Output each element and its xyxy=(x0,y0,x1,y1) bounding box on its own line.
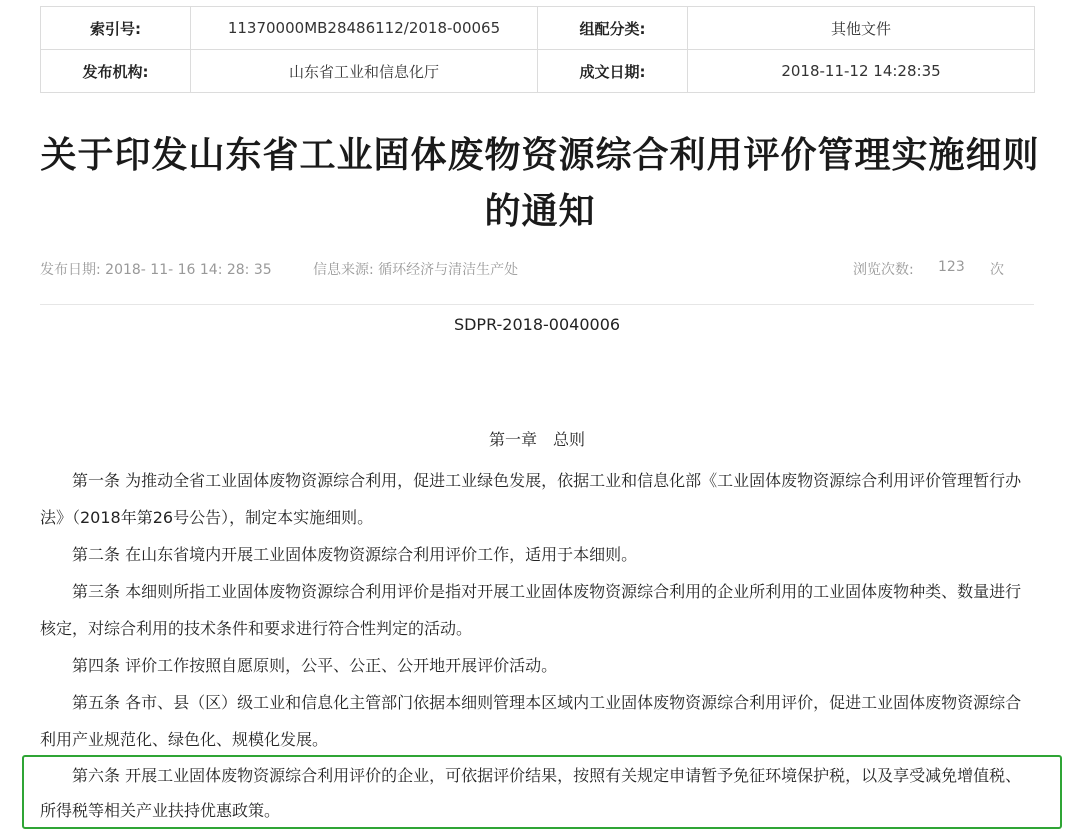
views-unit: 次 xyxy=(990,262,1004,278)
issue-date-label: 成文日期: xyxy=(538,50,688,93)
page-title: 关于印发山东省工业固体废物资源综合利用评价管理实施细则的通知 xyxy=(40,135,1040,232)
publisher-value: 山东省工业和信息化厅 xyxy=(191,50,538,93)
article-5: 第五条 各市、县（区）级工业和信息化主管部门依据本细则管理本区域内工业固体废物资源综合利用评价，促进工业固体废物资源综合利用产业规范化、绿色化、规模化发展。 xyxy=(40,693,1022,749)
document-body xyxy=(40,426,1034,828)
publisher-label: 发布机构: xyxy=(41,50,191,93)
article-2: 第二条 在山东省境内开展工业固体废物资源综合利用评价工作，适用于本细则。 xyxy=(72,545,638,564)
index-number-label: 索引号: xyxy=(41,7,191,50)
publication-info-bar xyxy=(40,257,1034,281)
metadata-row xyxy=(41,50,1035,93)
document-number: SDPR-2018-0040006 xyxy=(453,315,621,334)
category-value: 其他文件 xyxy=(688,7,1035,50)
views-count: 123 xyxy=(938,259,965,275)
views-label: 浏览次数: xyxy=(853,262,914,278)
issue-date-value: 2018-11-12 14:28:35 xyxy=(688,50,1035,93)
article-1: 第一条 为推动全省工业固体废物资源综合利用，促进工业绿色发展，依据工业和信息化部《工业固体废物资源综合利用评价管理暂行办法》（2018年第26号公告），制定本实施细则。 xyxy=(40,471,1022,527)
document-metadata-table xyxy=(40,6,1035,93)
article-3: 第三条 本细则所指工业固体废物资源综合利用评价是指对开展工业固体废物资源综合利用的企业所利用的工业固体废物种类、数量进行核定，对综合利用的技术条件和要求进行符合性判定的活动。 xyxy=(40,582,1022,638)
chapter-heading: 第一章 总则 xyxy=(488,430,585,449)
article-4: 第四条 评价工作按照自愿原则，公平、公正、公开地开展评价活动。 xyxy=(72,656,558,675)
article-6: 第六条 开展工业固体废物资源综合利用评价的企业，可依据评价结果，按照有关规定申请暂予免征环境保护税，以及享受减免增值税、所得税等相关产业扶持优惠政策。 xyxy=(40,766,1022,820)
index-number-value: 11370000MB28486112/2018-00065 xyxy=(191,7,538,50)
divider xyxy=(40,304,1034,305)
category-label: 组配分类: xyxy=(538,7,688,50)
info-source: 信息来源: 循环经济与清洁生产处 xyxy=(313,262,519,278)
metadata-row xyxy=(41,7,1035,50)
publish-date: 发布日期: 2018- 11- 16 14: 28: 35 xyxy=(40,262,272,278)
